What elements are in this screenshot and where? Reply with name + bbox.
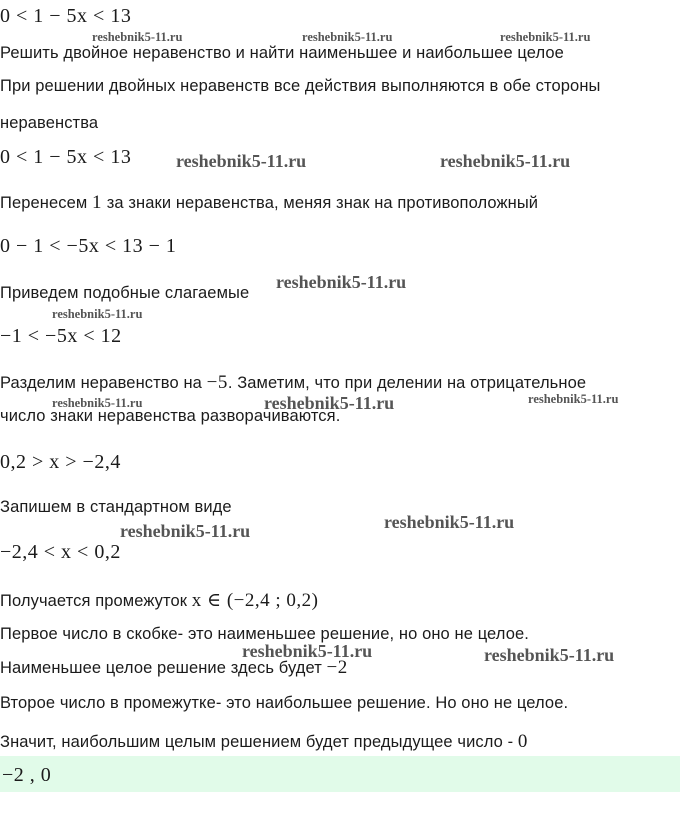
watermark: reshebnik5-11.ru <box>52 307 143 321</box>
step-1-post: за знаки неравенства, меняя знак на противоположный <box>102 194 539 212</box>
watermark: reshebnik5-11.ru <box>302 30 393 44</box>
equation-4: 0,2 > x > −2,4 <box>0 451 121 473</box>
intro-paragraph: При решении двойных неравенств все действия выполняются в обе стороны <box>0 77 601 95</box>
step-5-text <box>0 589 318 612</box>
watermark: reshebnik5-11.ru <box>484 645 615 665</box>
watermark: reshebnik5-11.ru <box>52 396 143 410</box>
equation-1: 0 < 1 − 5x < 13 <box>0 146 132 168</box>
watermark: reshebnik5-11.ru <box>120 521 251 541</box>
step-2-text: Приведем подобные слагаемые <box>0 284 250 302</box>
step-1-pre: Перенесем <box>0 194 93 212</box>
equation-2: 0 − 1 < −5x < 13 − 1 <box>0 235 177 257</box>
equation-5: −2,4 < x < 0,2 <box>0 541 121 563</box>
problem-inequality <box>0 5 131 28</box>
problem-math: 0 < 1 − 5x < 13 <box>0 5 132 27</box>
step-3-pre: Разделим неравенство на <box>0 374 207 392</box>
watermark: reshebnik5-11.ru <box>500 30 591 44</box>
answer-highlight <box>0 756 680 792</box>
interval-math: x ∈ (−2,4 ; 0,2) <box>191 590 319 611</box>
watermark: reshebnik5-11.ru <box>528 392 619 406</box>
step-7-pre: Наименьшее целое решение здесь будет <box>0 659 327 677</box>
step-3-text <box>0 372 586 394</box>
watermark: reshebnik5-11.ru <box>264 393 395 413</box>
watermark: reshebnik5-11.ru <box>276 272 407 292</box>
step-9-pre: Значит, наибольшим целым решением будет предыдущее число - <box>0 733 518 751</box>
step-5-pre: Получается промежуток <box>0 592 192 610</box>
step-1-number: 1 <box>92 192 103 213</box>
step-9-text <box>0 731 528 753</box>
step-1-text <box>0 192 538 214</box>
step-7-number: −2 <box>326 657 348 678</box>
step-3-text-line2: число знаки неравенства разворачиваются. <box>0 407 341 425</box>
equation-3: −1 < −5x < 12 <box>0 325 122 347</box>
answer-text: −2 , 0 <box>2 764 52 786</box>
step-9-number: 0 <box>517 731 528 752</box>
step-8-text: Второе число в промежутке- это наибольшее решение. Но оно не целое. <box>0 694 569 712</box>
watermark: reshebnik5-11.ru <box>384 512 515 532</box>
intro-paragraph-line2: неравенства <box>0 114 99 132</box>
watermark: reshebnik5-11.ru <box>92 30 183 44</box>
watermark: reshebnik5-11.ru <box>176 151 307 171</box>
step-4-text: Запишем в стандартном виде <box>0 498 232 516</box>
step-6-text: Первое число в скобке- это наименьшее решение, но оно не целое. <box>0 625 529 643</box>
watermark: reshebnik5-11.ru <box>440 151 571 171</box>
watermark: reshebnik5-11.ru <box>242 641 373 661</box>
step-3-post: . Заметим, что при делении на отрицательное <box>227 374 587 392</box>
step-3-number: −5 <box>206 372 228 393</box>
task-text: Решить двойное неравенство и найти наименьшее и наибольшее целое <box>0 44 564 62</box>
